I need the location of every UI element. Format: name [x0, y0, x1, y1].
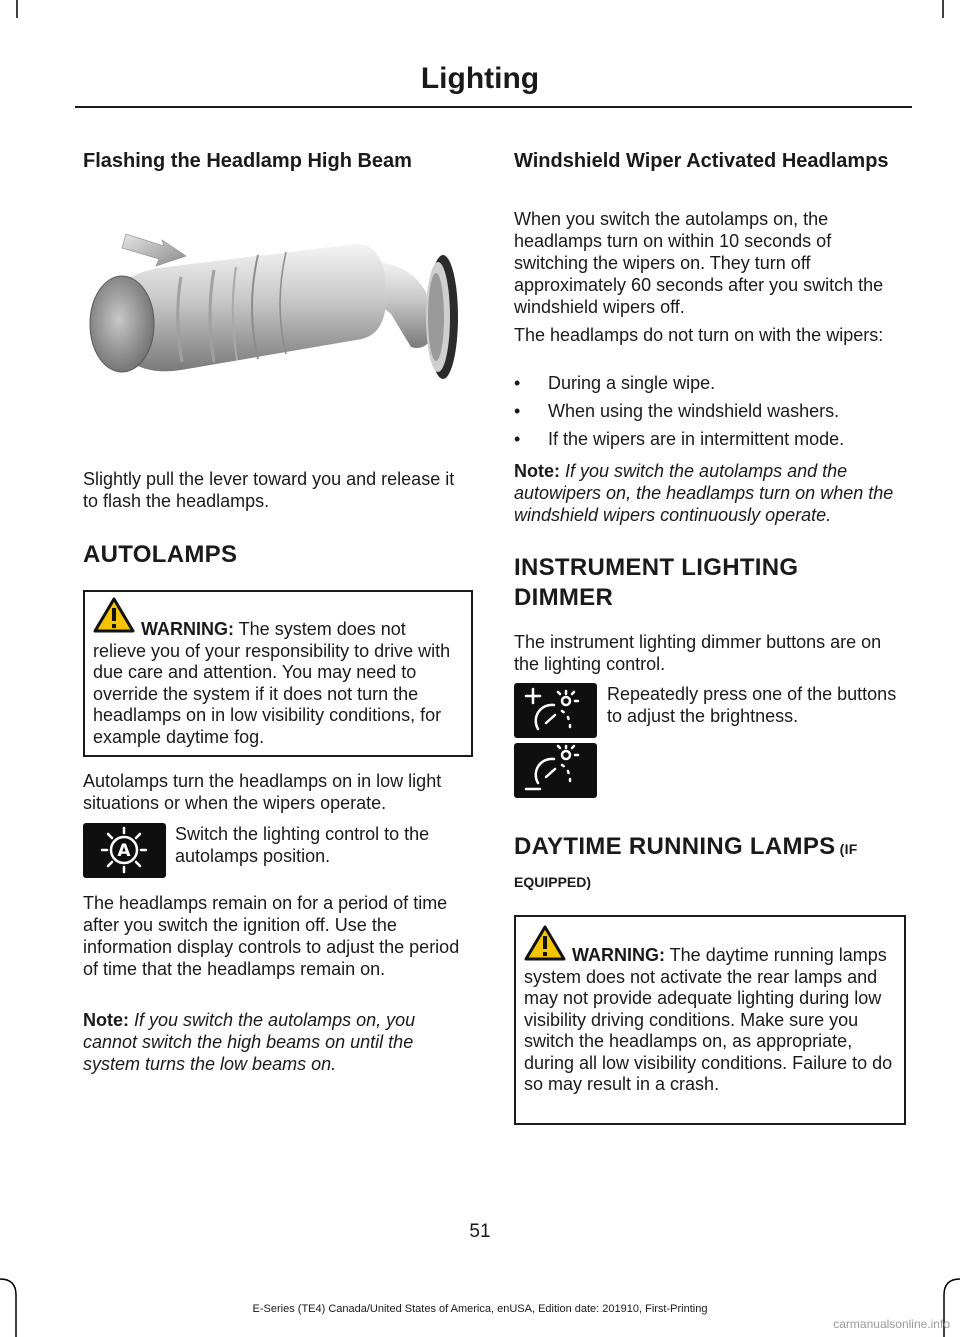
dimmer-decrease-icon: [514, 743, 597, 798]
page-number: 51: [469, 1221, 491, 1242]
autolamps-icon-caption: Switch the lighting control to the autolamps position.: [175, 824, 430, 866]
dimmer-icon-caption: Repeatedly press one of the buttons to adjust the brightness.: [607, 684, 897, 726]
crop-mark-top-left: [0, 0, 18, 18]
page-title: Lighting: [420, 62, 540, 95]
crop-mark-top-right: [942, 0, 960, 18]
dimmer-description-text: The instrument lighting dimmer buttons are on the lighting control.: [514, 632, 882, 674]
note-label: Note:: [514, 461, 560, 481]
headlamps-remain-text: The headlamps remain on for a period of time after you switch the ignition off. Use the information display controls to adjust the period of time that the headlamps remain on.: [83, 893, 460, 979]
wiper-exceptions-list: [514, 372, 906, 456]
warning-drl-paragraph: [524, 945, 896, 1096]
warning-label: WARNING:: [141, 619, 234, 639]
wiper-note: [514, 460, 906, 526]
edition-footer: E-Series (TE4) Canada/United States of America, enUSA, Edition date: 201910, First-Printing: [252, 1303, 708, 1315]
warning-text: The system does not relieve you of your responsibility to drive with due care and attention. You may need to override the system if it does not turn the headlamps on in low visibility conditions, for example daytime fog.: [93, 619, 451, 747]
warning-triangle-icon: [93, 597, 135, 633]
section-heading-daytime-running-lamps: DAYTIME RUNNING LAMPS (IF: [514, 833, 858, 860]
warning-text: The daytime running lamps system does not activate the rear lamps and may not provide adequate lighting during low visibility driving conditions. Make sure you switch the headlamps on, as appropriate, during all low visibility conditions. Failure to do so may result in a crash.: [524, 945, 893, 1094]
note-label: Note:: [83, 1010, 129, 1030]
warning-autolamps-paragraph: [93, 619, 463, 748]
warning-triangle-icon: [524, 925, 566, 961]
bullet: •: [514, 429, 521, 449]
warning-box-daytime-running-lamps: [514, 915, 906, 1125]
warning-label: WARNING:: [572, 945, 665, 965]
svg-text:A: A: [117, 841, 131, 861]
list-item: • If the wipers are in intermittent mode.: [514, 429, 845, 449]
section-title-wiper-activated-headlamps: Windshield Wiper Activated Headlamps: [514, 150, 889, 172]
headlamps-not-on-text: The headlamps do not turn on with the wipers:: [514, 325, 884, 345]
drl-if-equipped: EQUIPPED): [514, 874, 592, 890]
header-rule: [75, 106, 912, 108]
autolamps-description-text: Autolamps turn the headlamps on in low light situations or when the wipers operate.: [83, 771, 442, 813]
list-item: • During a single wipe.: [514, 373, 716, 393]
bullet: •: [514, 373, 521, 393]
watermark-text: carmanualsonline.info: [833, 1317, 950, 1331]
note-text: If you switch the autolamps and the autowipers on, the headlamps turn on when the windshield wipers continuously operate.: [514, 461, 894, 525]
section-title-flashing-high-beam: Flashing the Headlamp High Beam: [83, 150, 412, 172]
flash-instruction-text: Slightly pull the lever toward you and release it to flash the headlamps.: [83, 469, 455, 511]
bullet: •: [514, 401, 521, 421]
warning-box-autolamps: [83, 590, 473, 757]
list-item: • When using the windshield washers.: [514, 401, 840, 421]
note-text: If you switch the autolamps on, you cannot switch the high beams on until the system turns the low beams on.: [83, 1010, 416, 1074]
autolamps-icon: [83, 823, 166, 878]
wiper-headlamps-text: When you switch the autolamps on, the headlamps turn on within 10 seconds of switching the wipers on. They turn off approximately 60 seconds after you switch the windshield wipers off.: [514, 209, 884, 317]
dimmer-increase-icon: [514, 683, 597, 738]
section-heading-instrument-lighting-dimmer: INSTRUMENT LIGHTING DIMMER: [514, 554, 799, 611]
autolamps-note: [83, 1009, 473, 1075]
section-heading-autolamps: AUTOLAMPS: [83, 541, 238, 568]
headlamp-lever-illustration: [86, 222, 466, 392]
